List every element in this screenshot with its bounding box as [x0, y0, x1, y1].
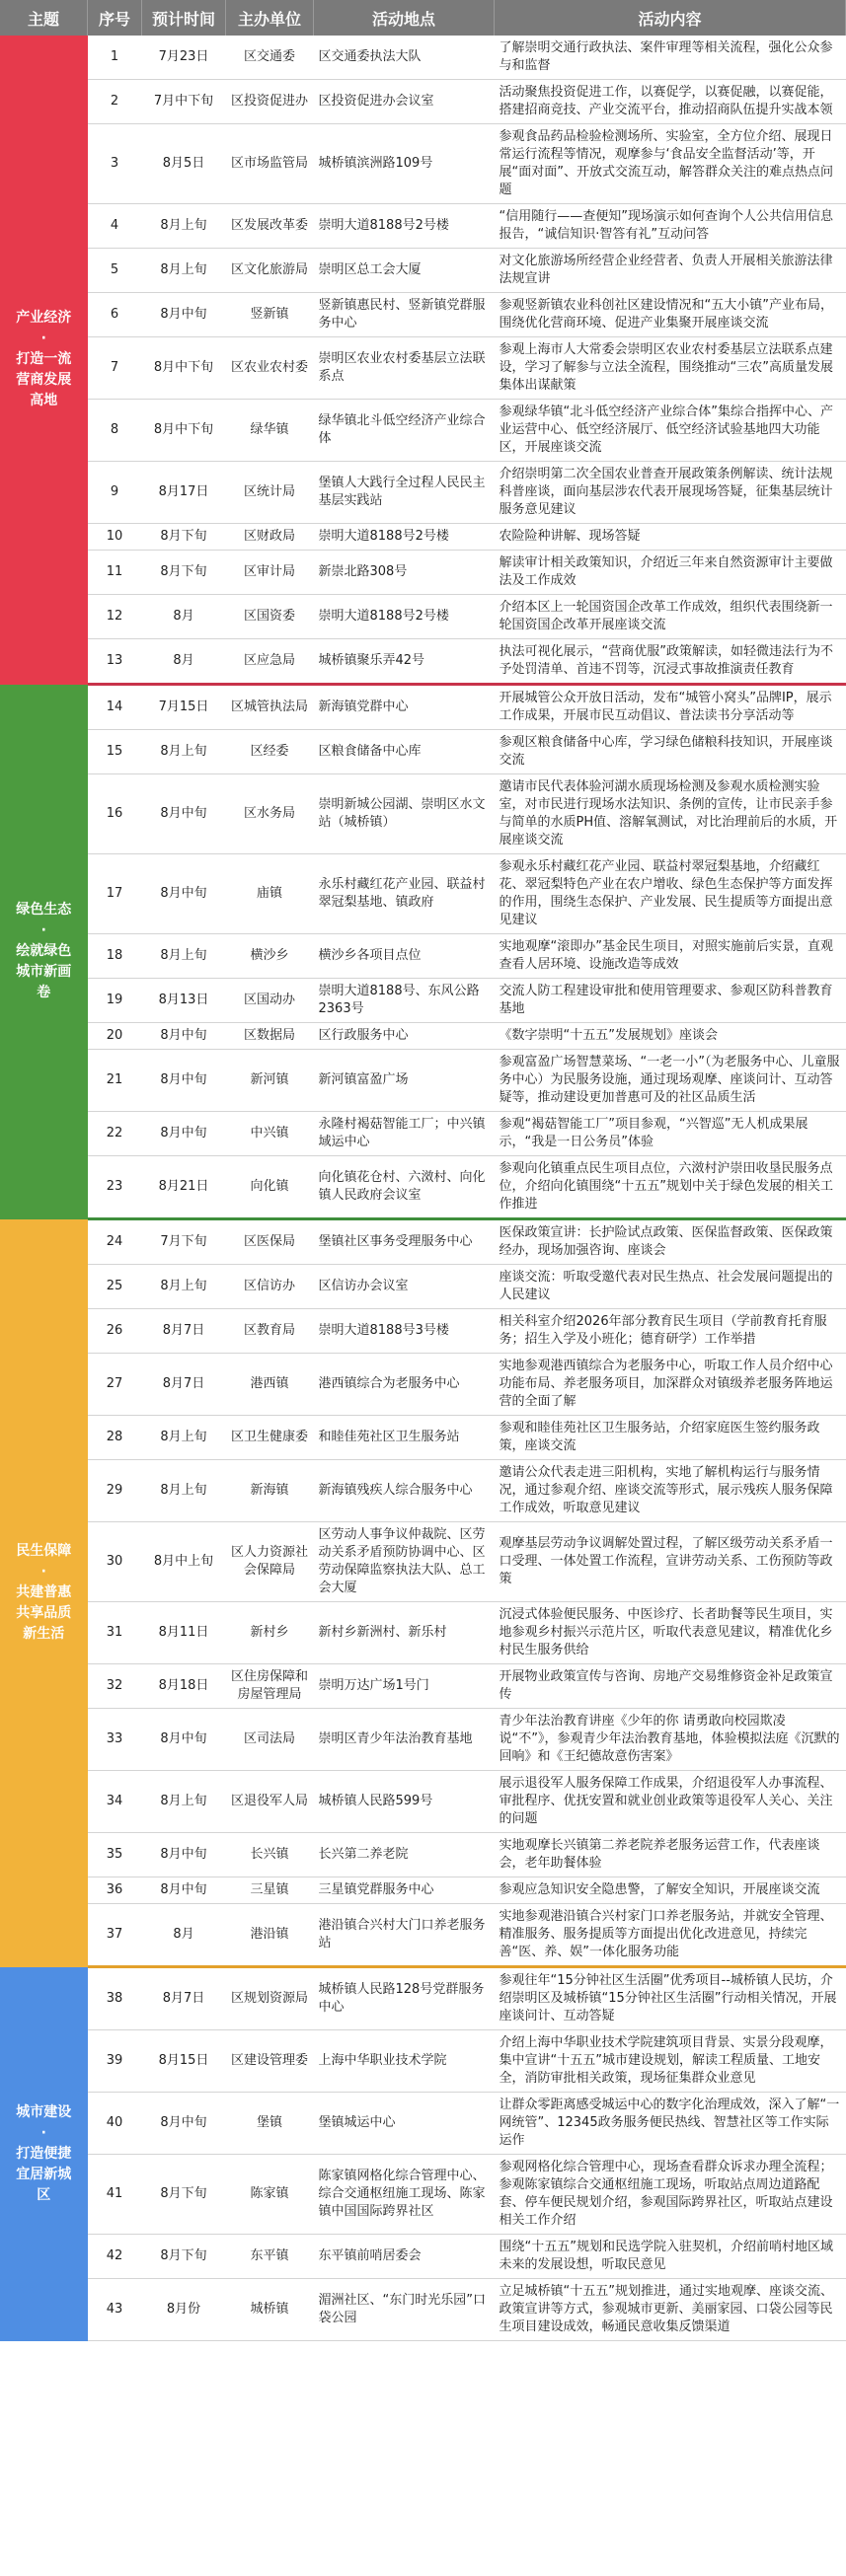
table-row — [0, 979, 846, 1023]
row-host: 新河镇 — [226, 1050, 314, 1112]
row-location: 区投资促进办会议室 — [314, 80, 495, 124]
row-date: 8月中下旬 — [142, 400, 226, 462]
row-number: 7 — [88, 337, 142, 400]
row-content: 参观和睦佳苑社区卫生服务站，介绍家庭医生签约服务政策，座谈交流 — [495, 1416, 846, 1460]
row-content: 邀请公众代表走进三阳机构，实地了解机构运行与服务情况，通过参观介绍、座谈交流等形式，展示残疾人服务保障工作成效，听取意见建议 — [495, 1460, 846, 1522]
table-row — [0, 1709, 846, 1771]
row-number: 18 — [88, 934, 142, 979]
row-host: 区规划资源局 — [226, 1967, 314, 2030]
table-row — [0, 1967, 846, 2030]
row-content: 参观网格化综合管理中心，现场查看群众诉求办理全流程；参观陈家镇综合交通枢纽施工现场，听取站点周边道路配套、停车便民规划介绍，参观国际跨界社区，听取站点建设相关工作介绍 — [495, 2155, 846, 2235]
row-host: 区农业农村委 — [226, 337, 314, 400]
row-content: 农险险种讲解、现场答疑 — [495, 524, 846, 551]
row-number: 33 — [88, 1709, 142, 1771]
row-location: 竖新镇惠民村、竖新镇党群服务中心 — [314, 293, 495, 337]
table-row — [0, 1833, 846, 1877]
row-content: 让群众零距离感受城运中心的数字化治理成效，深入了解“一网统管”、12345政务服务便民热线、智慧社区等工作实际运作 — [495, 2093, 846, 2155]
table-row — [0, 400, 846, 462]
row-location: 湄洲社区、“东门时光乐园”口袋公园 — [314, 2279, 495, 2341]
row-host: 区教育局 — [226, 1309, 314, 1354]
row-number: 35 — [88, 1833, 142, 1877]
row-date: 8月中上旬 — [142, 1522, 226, 1602]
row-date: 8月13日 — [142, 979, 226, 1023]
row-location: 城桥镇人民路128号党群服务中心 — [314, 1967, 495, 2030]
row-date: 8月上旬 — [142, 1265, 226, 1309]
row-number: 11 — [88, 551, 142, 595]
row-date: 8月中旬 — [142, 1877, 226, 1904]
row-host: 堡镇 — [226, 2093, 314, 2155]
table-row — [0, 124, 846, 204]
row-host: 城桥镇 — [226, 2279, 314, 2341]
row-date: 8月 — [142, 639, 226, 685]
row-content: 对文化旅游场所经营企业经营者、负责人开展相关旅游法律法规宣讲 — [495, 249, 846, 293]
row-date: 8月7日 — [142, 1309, 226, 1354]
row-number: 30 — [88, 1522, 142, 1602]
row-content: 参观永乐村藏红花产业园、联益村翠冠梨基地，介绍藏红花、翠冠梨特色产业在农户增收、绿色生态保护等方面发挥的作用，围绕生态保护、产业发展、民生提质等方面提出意见建议 — [495, 854, 846, 934]
table-row — [0, 1354, 846, 1416]
row-location: 绿华镇北斗低空经济产业综合体 — [314, 400, 495, 462]
row-content: “信用随行——查便知”现场演示如何查询个人公共信用信息报告，“诚信知识·智答有礼”互动问答 — [495, 204, 846, 249]
table-row — [0, 249, 846, 293]
row-host: 区司法局 — [226, 1709, 314, 1771]
row-date: 8月上旬 — [142, 204, 226, 249]
row-date: 8月中旬 — [142, 1050, 226, 1112]
table-row — [0, 2030, 846, 2093]
row-number: 9 — [88, 462, 142, 524]
row-number: 39 — [88, 2030, 142, 2093]
row-host: 竖新镇 — [226, 293, 314, 337]
row-date: 8月上旬 — [142, 1460, 226, 1522]
row-location: 区交通委执法大队 — [314, 36, 495, 80]
table-row — [0, 1904, 846, 1967]
row-location: 崇明大道8188号、东风公路2363号 — [314, 979, 495, 1023]
table-row — [0, 1219, 846, 1265]
table-row — [0, 462, 846, 524]
row-number: 14 — [88, 685, 142, 730]
row-host: 港沿镇 — [226, 1904, 314, 1967]
row-location: 永隆村褐菇智能工厂；中兴镇域运中心 — [314, 1112, 495, 1156]
row-content: 解读审计相关政策知识，介绍近三年来自然资源审计主要做法及工作成效 — [495, 551, 846, 595]
table-row — [0, 1265, 846, 1309]
row-host: 区统计局 — [226, 462, 314, 524]
row-content: 交流人防工程建设审批和使用管理要求、参观区防科普教育基地 — [495, 979, 846, 1023]
table-row — [0, 204, 846, 249]
row-date: 8月17日 — [142, 462, 226, 524]
row-location: 和睦佳苑社区卫生服务站 — [314, 1416, 495, 1460]
row-location: 崇明新城公园湖、崇明区水文站（城桥镇） — [314, 774, 495, 854]
row-content: 开展城管公众开放日活动，发布“城管小窝头”品牌IP，展示工作成果，开展市民互动倡议、普法读书分享活动等 — [495, 685, 846, 730]
row-content: 立足城桥镇“十五五”规划推进，通过实地观摩、座谈交流、政策宣讲等方式，参观城市更新、美丽家园、口袋公园等民生项目建设成效，畅通民意收集反馈渠道 — [495, 2279, 846, 2341]
row-date: 7月23日 — [142, 36, 226, 80]
table-row — [0, 1309, 846, 1354]
header-location: 活动地点 — [314, 0, 495, 36]
row-content: 参观向化镇重点民生项目点位，六滧村沪崇田收垦民服务点位，介绍向化镇围绕“十五五”规划中关于绿色发展的相关工作推进 — [495, 1156, 846, 1219]
row-location: 崇明区总工会大厦 — [314, 249, 495, 293]
table-row — [0, 2235, 846, 2279]
row-date: 8月中旬 — [142, 1023, 226, 1050]
table-row — [0, 2279, 846, 2341]
row-location: 横沙乡各项目点位 — [314, 934, 495, 979]
row-number: 1 — [88, 36, 142, 80]
theme-cell: 绿色生态 · 绘就绿色 城市新画 卷 — [0, 685, 88, 1219]
row-number: 42 — [88, 2235, 142, 2279]
row-date: 8月18日 — [142, 1664, 226, 1709]
header-row — [0, 0, 846, 36]
row-host: 区应急局 — [226, 639, 314, 685]
row-content: 开展物业政策宣传与咨询、房地产交易维修资金补足政策宣传 — [495, 1664, 846, 1709]
table-row — [0, 1664, 846, 1709]
row-number: 22 — [88, 1112, 142, 1156]
row-number: 3 — [88, 124, 142, 204]
row-content: 沉浸式体验便民服务、中医诊疗、长者助餐等民生项目，实地参观乡村振兴示范片区，听取代表意见建议，精准优化乡村民生服务供给 — [495, 1602, 846, 1664]
row-date: 8月中旬 — [142, 293, 226, 337]
row-location: 陈家镇网格化综合管理中心、综合交通枢纽施工现场、陈家镇中国国际跨界社区 — [314, 2155, 495, 2235]
row-host: 区人力资源社会保障局 — [226, 1522, 314, 1602]
row-date: 8月中下旬 — [142, 337, 226, 400]
row-location: 崇明大道8188号2号楼 — [314, 204, 495, 249]
row-host: 陈家镇 — [226, 2155, 314, 2235]
row-location: 崇明区农业农村委基层立法联系点 — [314, 337, 495, 400]
table-row — [0, 2155, 846, 2235]
header-host: 主办单位 — [226, 0, 314, 36]
row-host: 区财政局 — [226, 524, 314, 551]
row-date: 8月中旬 — [142, 1709, 226, 1771]
row-content: 参观区粮食储备中心库，学习绿色储粮科技知识，开展座谈交流 — [495, 730, 846, 774]
row-content: 参观食品药品检验检测场所、实验室，全方位介绍、展现日常运行流程等情况，观摩参与‘食品安全监督活动’等，开展“面对面”、开放式交流互动，解答群众关注的难点热点问题 — [495, 124, 846, 204]
theme-cell: 产业经济 · 打造一流 营商发展 高地 — [0, 36, 88, 685]
row-number: 12 — [88, 595, 142, 639]
row-number: 5 — [88, 249, 142, 293]
row-number: 27 — [88, 1354, 142, 1416]
row-number: 10 — [88, 524, 142, 551]
row-host: 向化镇 — [226, 1156, 314, 1219]
row-content: 参观上海市人大常委会崇明区农业农村委基层立法联系点建设，学习了解参与立法全流程，围绕推动“三农”高质量发展集体出谋献策 — [495, 337, 846, 400]
row-content: 医保政策宣讲：长护险试点政策、医保监督政策、医保政策经办，现场加强咨询、座谈会 — [495, 1219, 846, 1265]
row-date: 8月上旬 — [142, 1416, 226, 1460]
row-date: 8月上旬 — [142, 730, 226, 774]
row-date: 8月5日 — [142, 124, 226, 204]
row-content: 《数字崇明“十五五”发展规划》座谈会 — [495, 1023, 846, 1050]
row-date: 7月下旬 — [142, 1219, 226, 1265]
row-content: 参观应急知识安全隐患警，了解安全知识，开展座谈交流 — [495, 1877, 846, 1904]
row-host: 区审计局 — [226, 551, 314, 595]
row-content: 参观富盈广场智慧菜场、“一老一小”（为老服务中心、儿童服务中心）为民服务设施，通过现场观摩、座谈问计、互动答疑等，推动建设更加普惠可及的社区品质生活 — [495, 1050, 846, 1112]
row-number: 31 — [88, 1602, 142, 1664]
row-host: 区发展改革委 — [226, 204, 314, 249]
row-content: 参观“褐菇智能工厂”项目参观，“兴智巡”无人机成果展示，“我是一日公务员”体验 — [495, 1112, 846, 1156]
row-location: 堡镇社区事务受理服务中心 — [314, 1219, 495, 1265]
table-row — [0, 1771, 846, 1833]
row-content: 实地观摩长兴镇第二养老院养老服务运营工作，代表座谈会，老年助餐体验 — [495, 1833, 846, 1877]
table-row — [0, 730, 846, 774]
row-date: 7月中下旬 — [142, 80, 226, 124]
row-host: 区建设管理委 — [226, 2030, 314, 2093]
row-location: 城桥镇滨洲路109号 — [314, 124, 495, 204]
table-body — [0, 36, 846, 2341]
table-row — [0, 524, 846, 551]
row-host: 中兴镇 — [226, 1112, 314, 1156]
row-host: 区经委 — [226, 730, 314, 774]
row-number: 17 — [88, 854, 142, 934]
row-host: 东平镇 — [226, 2235, 314, 2279]
row-content: 介绍崇明第二次全国农业普查开展政策条例解读、统计法规科普座谈，面向基层涉农代表开展现场答疑，征集基层统计服务意见建议 — [495, 462, 846, 524]
table-row — [0, 1460, 846, 1522]
row-location: 区行政服务中心 — [314, 1023, 495, 1050]
row-number: 15 — [88, 730, 142, 774]
row-content: 观摩基层劳动争议调解处置过程，了解区级劳动关系矛盾一口受理、一体处置工作流程，宣讲劳动关系、工伤预防等政策 — [495, 1522, 846, 1602]
row-host: 庙镇 — [226, 854, 314, 934]
row-location: 区信访办会议室 — [314, 1265, 495, 1309]
row-host: 区住房保障和房屋管理局 — [226, 1664, 314, 1709]
row-date: 8月下旬 — [142, 2155, 226, 2235]
row-date: 8月中旬 — [142, 1112, 226, 1156]
row-number: 20 — [88, 1023, 142, 1050]
table-row — [0, 1877, 846, 1904]
row-content: 邀请市民代表体验河湖水质现场检测及参观水质检测实验室，对市民进行现场水法知识、条例的宣传，让市民亲手参与简单的水质PH值、溶解氧测试，对比治理前后的水质，开展座谈交流 — [495, 774, 846, 854]
row-date: 8月中旬 — [142, 774, 226, 854]
row-date: 7月15日 — [142, 685, 226, 730]
row-host: 区信访办 — [226, 1265, 314, 1309]
table-row — [0, 1156, 846, 1219]
row-host: 区市场监管局 — [226, 124, 314, 204]
row-host: 区数据局 — [226, 1023, 314, 1050]
row-content: 活动聚焦投资促进工作，以赛促学，以赛促融，以赛促能，搭建招商竞技、产业交流平台，推动招商队伍提升实战本领 — [495, 80, 846, 124]
row-date: 8月7日 — [142, 1967, 226, 2030]
table-row — [0, 595, 846, 639]
theme-cell: 城市建设 · 打造便捷 宜居新城 区 — [0, 1967, 88, 2341]
row-content: 介绍本区上一轮国资国企改革工作成效，组织代表围绕新一轮国资国企改革开展座谈交流 — [495, 595, 846, 639]
row-date: 8月中旬 — [142, 2093, 226, 2155]
row-location: 崇明区青少年法治教育基地 — [314, 1709, 495, 1771]
row-number: 36 — [88, 1877, 142, 1904]
row-location: 崇明大道8188号2号楼 — [314, 595, 495, 639]
row-location: 崇明万达广场1号门 — [314, 1664, 495, 1709]
row-content: 青少年法治教育讲座《少年的你 请勇敢向校园欺凌说“不”》，参观青少年法治教育基地，体验模拟法庭《沉默的回响》和《王纪德故意伤害案》 — [495, 1709, 846, 1771]
row-location: 新海镇党群中心 — [314, 685, 495, 730]
row-host: 三星镇 — [226, 1877, 314, 1904]
row-location: 堡镇城运中心 — [314, 2093, 495, 2155]
row-host: 港西镇 — [226, 1354, 314, 1416]
table-row — [0, 1522, 846, 1602]
row-location: 向化镇花仓村、六滧村、向化镇人民政府会议室 — [314, 1156, 495, 1219]
table-row — [0, 337, 846, 400]
row-host: 区交通委 — [226, 36, 314, 80]
row-number: 32 — [88, 1664, 142, 1709]
row-content: 了解崇明交通行政执法、案件审理等相关流程，强化公众参与和监督 — [495, 36, 846, 80]
row-host: 区国动办 — [226, 979, 314, 1023]
row-location: 新海镇残疾人综合服务中心 — [314, 1460, 495, 1522]
row-content: 实地参观港西镇综合为老服务中心，听取工作人员介绍中心功能布局、养老服务项目，加深群众对镇级养老服务阵地运营的全面了解 — [495, 1354, 846, 1416]
row-location: 三星镇党群服务中心 — [314, 1877, 495, 1904]
row-date: 8月7日 — [142, 1354, 226, 1416]
table-row — [0, 293, 846, 337]
row-number: 38 — [88, 1967, 142, 2030]
row-location: 新村乡新洲村、新乐村 — [314, 1602, 495, 1664]
row-date: 8月中旬 — [142, 854, 226, 934]
row-location: 长兴第二养老院 — [314, 1833, 495, 1877]
row-host: 区医保局 — [226, 1219, 314, 1265]
table-row — [0, 2093, 846, 2155]
row-host: 新村乡 — [226, 1602, 314, 1664]
row-date: 8月上旬 — [142, 1771, 226, 1833]
row-location: 崇明大道8188号2号楼 — [314, 524, 495, 551]
row-number: 24 — [88, 1219, 142, 1265]
row-number: 37 — [88, 1904, 142, 1967]
row-number: 34 — [88, 1771, 142, 1833]
row-number: 2 — [88, 80, 142, 124]
table-row — [0, 36, 846, 80]
row-location: 区粮食储备中心库 — [314, 730, 495, 774]
table-row — [0, 80, 846, 124]
header-content: 活动内容 — [495, 0, 846, 36]
row-location: 永乐村藏红花产业园、联益村翠冠梨基地、镇政府 — [314, 854, 495, 934]
row-number: 16 — [88, 774, 142, 854]
row-location: 港沿镇合兴村大门口养老服务站 — [314, 1904, 495, 1967]
row-location: 崇明大道8188号3号楼 — [314, 1309, 495, 1354]
row-location: 区劳动人事争议仲裁院、区劳动关系矛盾预防协调中心、区劳动保障监察执法大队、总工会大厦 — [314, 1522, 495, 1602]
row-date: 8月份 — [142, 2279, 226, 2341]
row-number: 43 — [88, 2279, 142, 2341]
row-date: 8月下旬 — [142, 2235, 226, 2279]
row-number: 13 — [88, 639, 142, 685]
row-location: 城桥镇人民路599号 — [314, 1771, 495, 1833]
row-host: 横沙乡 — [226, 934, 314, 979]
row-date: 8月上旬 — [142, 249, 226, 293]
row-host: 区城管执法局 — [226, 685, 314, 730]
row-host: 区退役军人局 — [226, 1771, 314, 1833]
row-number: 40 — [88, 2093, 142, 2155]
row-number: 41 — [88, 2155, 142, 2235]
row-number: 6 — [88, 293, 142, 337]
row-number: 25 — [88, 1265, 142, 1309]
table-row — [0, 1602, 846, 1664]
row-date: 8月 — [142, 1904, 226, 1967]
table-row — [0, 1050, 846, 1112]
table-row — [0, 854, 846, 934]
row-date: 8月11日 — [142, 1602, 226, 1664]
table-row — [0, 774, 846, 854]
row-number: 21 — [88, 1050, 142, 1112]
row-number: 8 — [88, 400, 142, 462]
row-content: 介绍上海中华职业技术学院建筑项目背景、实景分段观摩，集中宣讲“十五五”城市建设规划，解读工程质量、工地安全，消防审批相关政策，现场征集群众业意见 — [495, 2030, 846, 2093]
row-content: 参观竖新镇农业科创社区建设情况和“五大小镇”产业布局，围绕优化营商环境、促进产业集聚开展座谈交流 — [495, 293, 846, 337]
row-date: 8月下旬 — [142, 551, 226, 595]
row-number: 26 — [88, 1309, 142, 1354]
row-host: 区文化旅游局 — [226, 249, 314, 293]
table-row — [0, 1112, 846, 1156]
row-content: 座谈交流：听取受邀代表对民生热点、社会发展问题提出的人民建议 — [495, 1265, 846, 1309]
row-content: 相关科室介绍2026年部分教育民生项目（学前教育托育服务；招生入学及小班化；德育研学）工作举措 — [495, 1309, 846, 1354]
row-host: 区投资促进办 — [226, 80, 314, 124]
row-location: 上海中华职业技术学院 — [314, 2030, 495, 2093]
header-date: 预计时间 — [142, 0, 226, 36]
row-host: 新海镇 — [226, 1460, 314, 1522]
row-date: 8月21日 — [142, 1156, 226, 1219]
row-location: 东平镇前哨居委会 — [314, 2235, 495, 2279]
row-location: 新崇北路308号 — [314, 551, 495, 595]
table-row — [0, 1416, 846, 1460]
row-host: 区国资委 — [226, 595, 314, 639]
row-content: 围绕“十五五”规划和民选学院入驻契机，介绍前哨村地区域未来的发展设想，听取民意见 — [495, 2235, 846, 2279]
table-row — [0, 1023, 846, 1050]
header-no: 序号 — [88, 0, 142, 36]
theme-cell: 民生保障 · 共建普惠 共享品质 新生活 — [0, 1219, 88, 1967]
row-date: 8月下旬 — [142, 524, 226, 551]
row-content: 实地参观港沿镇合兴村家门口养老服务站，并就安全管理、精准服务、服务提质等方面提出优化改进意见，持续完善“医、养、娱”一体化服务功能 — [495, 1904, 846, 1967]
row-location: 城桥镇聚乐弄42号 — [314, 639, 495, 685]
row-location: 堡镇人大践行全过程人民民主基层实践站 — [314, 462, 495, 524]
row-content: 实地观摩“滚即办”基金民生项目，对照实施前后实景，直观查看人居环境、设施改造等成效 — [495, 934, 846, 979]
row-date: 8月15日 — [142, 2030, 226, 2093]
row-date: 8月中旬 — [142, 1833, 226, 1877]
row-content: 参观绿华镇“北斗低空经济产业综合体”集综合指挥中心、产业运营中心、低空经济展厅、低空经济试验基地四大功能区，开展座谈交流 — [495, 400, 846, 462]
table-row — [0, 551, 846, 595]
row-location: 港西镇综合为老服务中心 — [314, 1354, 495, 1416]
row-content: 展示退役军人服务保障工作成果，介绍退役军人办事流程、审批程序、优抚安置和就业创业政策等退役军人关心、关注的问题 — [495, 1771, 846, 1833]
table-row — [0, 934, 846, 979]
row-number: 4 — [88, 204, 142, 249]
row-host: 区水务局 — [226, 774, 314, 854]
row-content: 参观往年“15分钟社区生活圈”优秀项目--城桥镇人民坊，介绍崇明区及城桥镇“15分钟社区生活圈”行动相关情况，开展座谈问计、互动答疑 — [495, 1967, 846, 2030]
row-date: 8月 — [142, 595, 226, 639]
row-number: 19 — [88, 979, 142, 1023]
row-number: 23 — [88, 1156, 142, 1219]
row-host: 长兴镇 — [226, 1833, 314, 1877]
table-row — [0, 685, 846, 730]
row-host: 绿华镇 — [226, 400, 314, 462]
header-topic: 主题 — [0, 0, 88, 36]
row-host: 区卫生健康委 — [226, 1416, 314, 1460]
table-row — [0, 639, 846, 685]
row-content: 执法可视化展示，“营商优服”政策解读，如轻微违法行为不予处罚清单、首违不罚等，沉浸式事故推演责任教育 — [495, 639, 846, 685]
row-date: 8月上旬 — [142, 934, 226, 979]
row-location: 新河镇富盈广场 — [314, 1050, 495, 1112]
row-number: 29 — [88, 1460, 142, 1522]
row-number: 28 — [88, 1416, 142, 1460]
